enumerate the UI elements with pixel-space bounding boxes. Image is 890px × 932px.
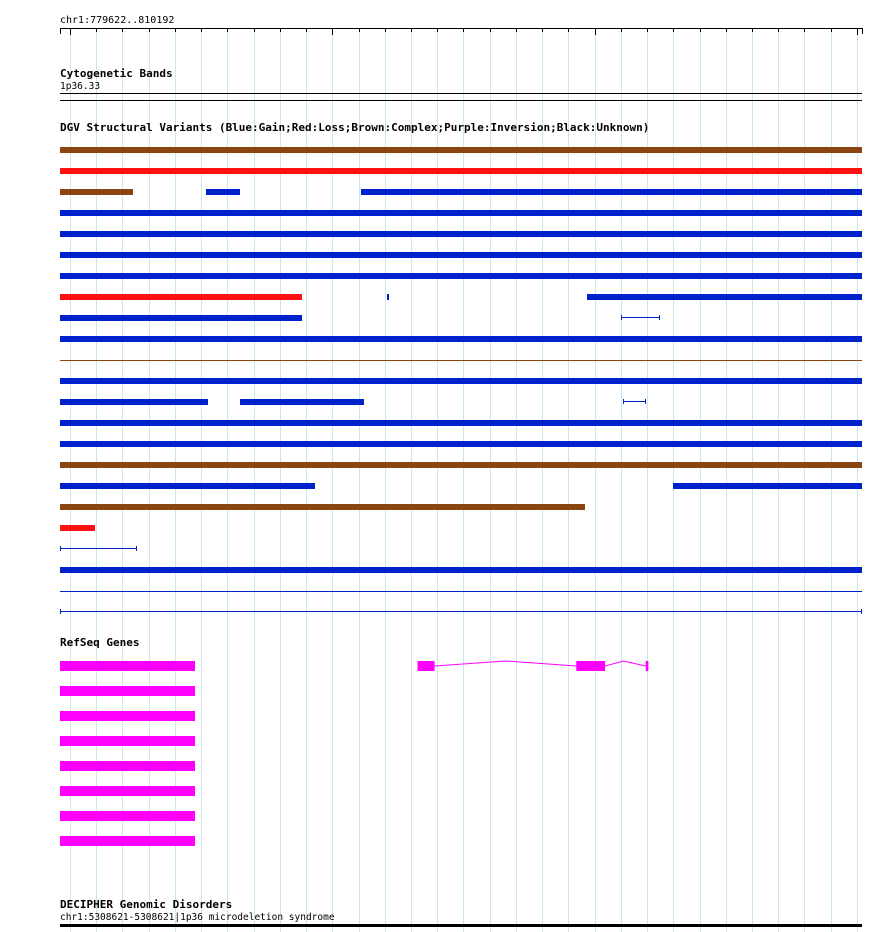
- ruler-minor-tick: [411, 29, 412, 32]
- grid-line: [752, 28, 753, 932]
- grid-line: [227, 28, 228, 932]
- gene-exon[interactable]: [60, 661, 195, 671]
- ruler-major-tick: [857, 28, 858, 35]
- ruler-minor-tick: [280, 29, 281, 32]
- variant-bar[interactable]: [60, 147, 862, 153]
- variant-bar[interactable]: [60, 336, 862, 342]
- gene-exon[interactable]: [60, 786, 195, 796]
- ruler-minor-tick: [201, 29, 202, 32]
- track-title: DGV Structural Variants (Blue:Gain;Red:Loss;Brown:Complex;Purple:Inversion;Black:Unknown): [60, 121, 650, 134]
- grid-line: [411, 28, 412, 932]
- variant-line[interactable]: [60, 360, 862, 361]
- ruler-minor-tick: [542, 29, 543, 32]
- grid-line: [254, 28, 255, 932]
- gene-exon[interactable]: [60, 736, 195, 746]
- track-title: DECIPHER Genomic Disorders: [60, 898, 233, 911]
- grid-line: [673, 28, 674, 932]
- gene-exon[interactable]: [60, 836, 195, 846]
- variant-bar[interactable]: [60, 441, 862, 447]
- ruler-major-tick: [332, 28, 333, 35]
- ruler-minor-tick: [463, 29, 464, 32]
- grid-line: [359, 28, 360, 932]
- ruler-minor-tick: [516, 29, 517, 32]
- grid-line: [122, 28, 123, 932]
- grid-line: [149, 28, 150, 932]
- variant-bar[interactable]: [60, 315, 302, 321]
- variant-bracket-line[interactable]: [623, 401, 646, 402]
- gene-exon[interactable]: [60, 711, 195, 721]
- ruler-minor-tick: [490, 29, 491, 32]
- grid-line: [726, 28, 727, 932]
- variant-bracket-end: [659, 315, 660, 320]
- ruler-minor-tick: [778, 29, 779, 32]
- gene-exon[interactable]: [60, 761, 195, 771]
- variant-bar[interactable]: [60, 420, 862, 426]
- ruler-minor-tick: [752, 29, 753, 32]
- grid-line: [778, 28, 779, 932]
- ruler-minor-tick: [254, 29, 255, 32]
- variant-bar[interactable]: [673, 483, 862, 489]
- ruler-minor-tick: [385, 29, 386, 32]
- variant-bracket-end: [621, 315, 622, 320]
- variant-bracket-line[interactable]: [60, 548, 137, 549]
- grid-line: [647, 28, 648, 932]
- variant-bracket-end: [861, 609, 862, 614]
- variant-bracket-line[interactable]: [621, 317, 660, 318]
- gene-intron: [435, 661, 577, 666]
- variant-bar[interactable]: [587, 294, 862, 300]
- variant-bar[interactable]: [60, 252, 862, 258]
- grid-line: [332, 28, 333, 932]
- grid-line: [70, 28, 71, 932]
- gene-intron: [605, 661, 646, 666]
- grid-line: [385, 28, 386, 932]
- ruler-minor-tick: [437, 29, 438, 32]
- grid-line: [516, 28, 517, 932]
- variant-bar[interactable]: [60, 567, 862, 573]
- variant-bracket-end: [136, 546, 137, 551]
- variant-bar[interactable]: [60, 378, 862, 384]
- ruler-minor-tick: [175, 29, 176, 32]
- ruler-minor-tick: [568, 29, 569, 32]
- variant-bar[interactable]: [60, 483, 315, 489]
- variant-bar[interactable]: [60, 399, 208, 405]
- variant-bracket-end: [60, 609, 61, 614]
- ruler-major-tick: [70, 28, 71, 35]
- ruler-minor-tick: [359, 29, 360, 32]
- grid-line: [306, 28, 307, 932]
- variant-line[interactable]: [60, 591, 862, 592]
- grid-line: [700, 28, 701, 932]
- ruler-minor-tick: [726, 29, 727, 32]
- cytoband-label[interactable]: 1p36.33: [60, 81, 101, 92]
- grid-line: [437, 28, 438, 932]
- variant-bar[interactable]: [387, 294, 389, 300]
- decipher-feature[interactable]: [60, 924, 862, 927]
- variant-bracket-line[interactable]: [60, 611, 862, 612]
- region-label: chr1:779622..810192: [60, 15, 175, 26]
- grid-line: [568, 28, 569, 932]
- grid-line: [621, 28, 622, 932]
- variant-bracket-end: [623, 399, 624, 404]
- grid-line: [804, 28, 805, 932]
- variant-bracket-end: [60, 546, 61, 551]
- gene-exon[interactable]: [60, 686, 195, 696]
- grid-line: [463, 28, 464, 932]
- grid-line: [595, 28, 596, 932]
- variant-bar[interactable]: [60, 525, 95, 531]
- ruler-minor-tick: [831, 29, 832, 32]
- ruler-minor-tick: [700, 29, 701, 32]
- ruler-axis: [60, 28, 862, 29]
- grid-line: [490, 28, 491, 932]
- gene-exon[interactable]: [576, 661, 605, 671]
- variant-bar[interactable]: [60, 210, 862, 216]
- grid-line: [96, 28, 97, 932]
- gene-exon[interactable]: [60, 811, 195, 821]
- grid-line: [175, 28, 176, 932]
- ruler-minor-tick: [804, 29, 805, 32]
- grid-line: [857, 28, 858, 932]
- grid-line: [201, 28, 202, 932]
- ruler-minor-tick: [306, 29, 307, 32]
- variant-bar[interactable]: [60, 462, 862, 468]
- cytoband-feature[interactable]: [60, 93, 862, 94]
- grid-line: [831, 28, 832, 932]
- variant-bar[interactable]: [240, 399, 364, 405]
- ruler-minor-tick: [227, 29, 228, 32]
- grid-line: [542, 28, 543, 932]
- ruler-end-tick: [862, 28, 863, 34]
- ruler-major-tick: [595, 28, 596, 35]
- track-title: RefSeq Genes: [60, 636, 140, 649]
- grid-line: [280, 28, 281, 932]
- variant-bar[interactable]: [60, 504, 585, 510]
- variant-bracket-end: [645, 399, 646, 404]
- ruler-minor-tick: [122, 29, 123, 32]
- ruler-end-tick: [60, 28, 61, 34]
- variant-bar[interactable]: [60, 273, 862, 279]
- feature-label[interactable]: chr1:5308621-5308621|1p36 microdeletion syndrome: [60, 912, 335, 923]
- variant-bar[interactable]: [361, 189, 862, 195]
- gene-exon[interactable]: [418, 661, 435, 671]
- variant-bar[interactable]: [60, 294, 302, 300]
- ruler-minor-tick: [673, 29, 674, 32]
- track-title: Cytogenetic Bands: [60, 67, 173, 80]
- variant-bar[interactable]: [60, 189, 133, 195]
- ruler-minor-tick: [149, 29, 150, 32]
- variant-bar[interactable]: [60, 231, 862, 237]
- ruler-minor-tick: [621, 29, 622, 32]
- ruler-minor-tick: [96, 29, 97, 32]
- variant-bar[interactable]: [60, 168, 862, 174]
- track-separator: [60, 100, 862, 101]
- ruler-minor-tick: [647, 29, 648, 32]
- variant-bar[interactable]: [206, 189, 240, 195]
